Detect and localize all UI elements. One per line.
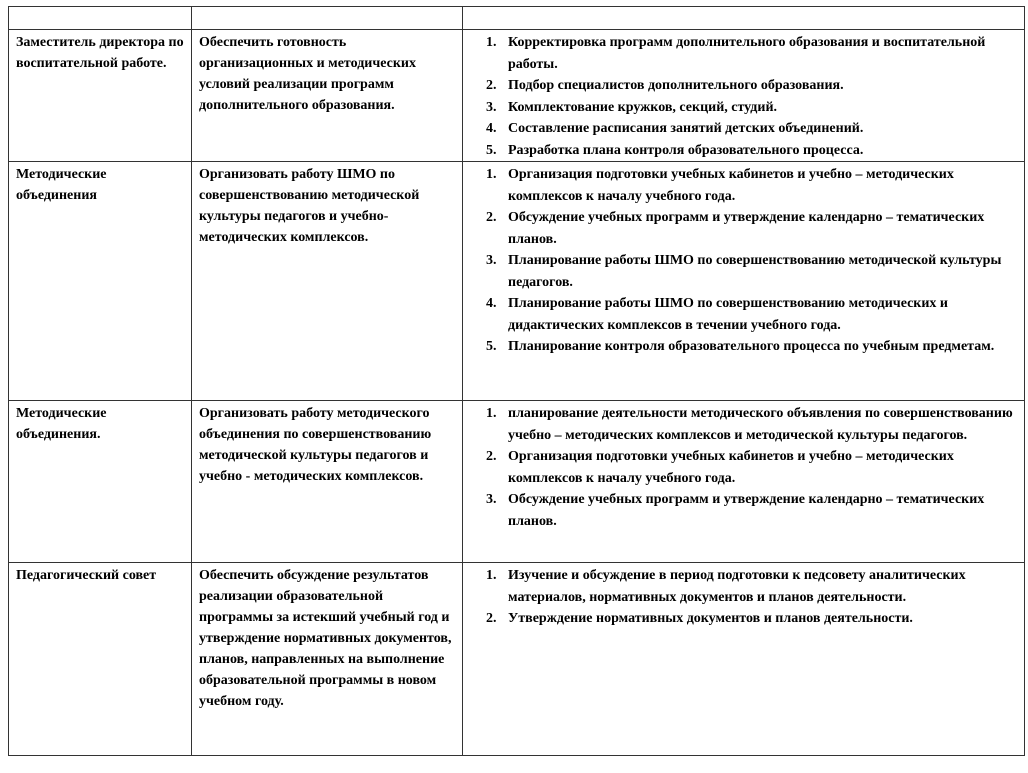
task-list	[470, 565, 1018, 630]
table-row	[9, 401, 1025, 563]
plan-table	[8, 6, 1025, 756]
task-item: 4. Планирование работы ШМО по совершенствованию методических и дидактических комплексов в течении учебного года.	[500, 293, 1018, 336]
goal-cell: Обеспечить готовность организационных и методических условий реализации программ дополнительного образования.	[192, 30, 463, 162]
role-cell: Методические объединения	[9, 162, 192, 401]
table-row	[9, 563, 1025, 756]
table-row	[9, 162, 1025, 401]
task-item: 2. Утверждение нормативных документов и планов деятельности.	[500, 608, 1018, 630]
task-item: 2. Организация подготовки учебных кабинетов и учебно – методических комплексов к началу учебного года.	[500, 446, 1018, 489]
tasks-cell	[463, 563, 1025, 756]
task-item: 5. Планирование контроля образовательного процесса по учебным предметам.	[500, 336, 1018, 358]
task-item: 4. Составление расписания занятий детских объединений.	[500, 118, 1018, 140]
task-item: 1. Корректировка программ дополнительного образования и воспитательной работы.	[500, 32, 1018, 75]
task-item: 1. Изучение и обсуждение в период подготовки к педсовету аналитических материалов, нормативных документов и планов деятельности.	[500, 565, 1018, 608]
header-cell	[9, 7, 192, 30]
tasks-cell	[463, 162, 1025, 401]
role-cell: Педагогический совет	[9, 563, 192, 756]
tasks-cell	[463, 30, 1025, 162]
header-cell	[192, 7, 463, 30]
task-item: 3. Обсуждение учебных программ и утверждение календарно – тематических планов.	[500, 489, 1018, 532]
task-item: 2. Обсуждение учебных программ и утверждение календарно – тематических планов.	[500, 207, 1018, 250]
task-item: 3. Комплектование кружков, секций, студий.	[500, 97, 1018, 119]
header-cell	[463, 7, 1025, 30]
role-cell: Методические объединения.	[9, 401, 192, 563]
table-row	[9, 30, 1025, 162]
task-item: 1. Организация подготовки учебных кабинетов и учебно – методических комплексов к началу учебного года.	[500, 164, 1018, 207]
role-cell: Заместитель директора по воспитательной работе.	[9, 30, 192, 162]
task-list	[470, 32, 1018, 161]
task-list	[470, 403, 1018, 532]
goal-cell: Организовать работу ШМО по совершенствованию методической культуры педагогов и учебно-методических комплексов.	[192, 162, 463, 401]
task-item: 1. планирование деятельности методического объявления по совершенствованию учебно – методических комплексов и методической культуры педагогов.	[500, 403, 1018, 446]
goal-cell: Организовать работу методического объединения по совершенствованию методической культуры педагогов и учебно - методических комплексов.	[192, 401, 463, 563]
task-item: 2. Подбор специалистов дополнительного образования.	[500, 75, 1018, 97]
task-list	[470, 164, 1018, 358]
task-item: 3. Планирование работы ШМО по совершенствованию методической культуры педагогов.	[500, 250, 1018, 293]
header-row	[9, 7, 1025, 30]
tasks-cell	[463, 401, 1025, 563]
goal-cell: Обеспечить обсуждение результатов реализации образовательной программы за истекший учебный год и утверждение нормативных документов, планов, направленных на выполнение образовательной программы в новом учебном году.	[192, 563, 463, 756]
task-item: 5. Разработка плана контроля образовательного процесса.	[500, 140, 1018, 162]
